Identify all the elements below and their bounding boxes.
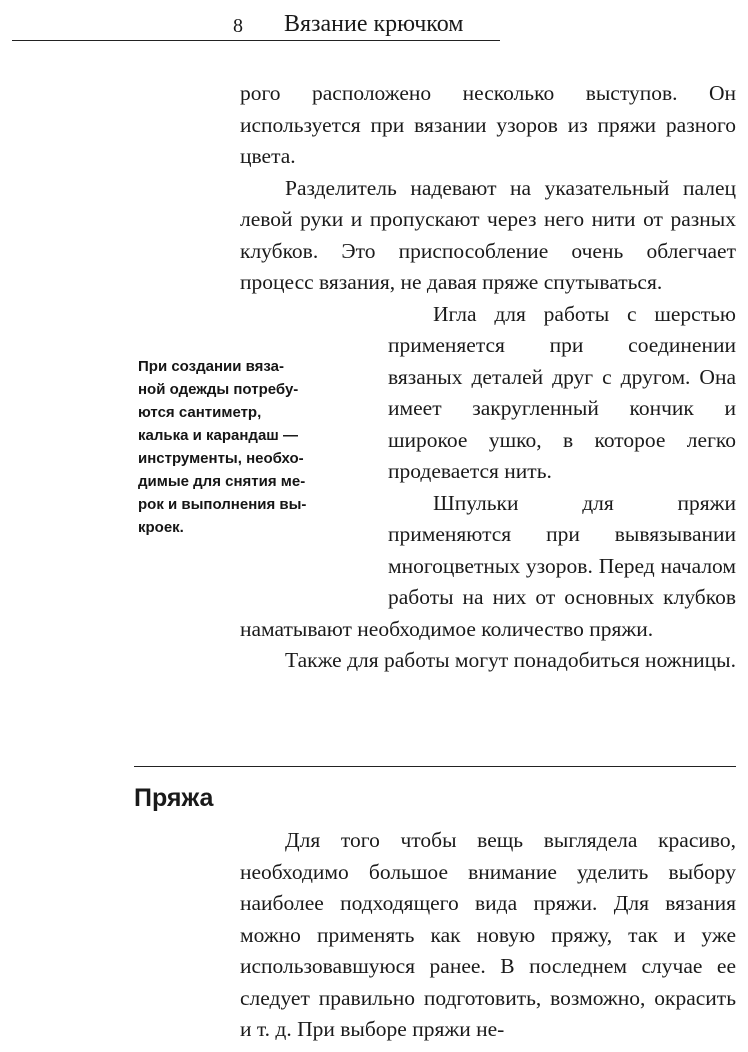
- paragraph-5: Также для работы могут понадобиться ножницы.: [285, 648, 736, 672]
- sidebar-note: [138, 355, 360, 539]
- sidebar-line: димые для снятия ме-: [138, 473, 306, 490]
- section-rule: [134, 766, 736, 767]
- paragraph-1: рого расположено несколько выступов. Он используется при вязании узоров из пряжи разного цвета.: [240, 81, 736, 168]
- paragraph-3: Игла для работы с шерстью применяется при соединении вязаных деталей друг с другом. Она имеет закругленный кончик и широкое ушко, в которое легко продевается нить.: [388, 301, 736, 483]
- sidebar-line: кроек.: [138, 519, 184, 536]
- sidebar-line: ной одежды потребу-: [138, 381, 299, 398]
- sidebar-line: При создании вяза-: [138, 358, 285, 375]
- page-number: 8: [233, 15, 243, 37]
- paragraph-4: Шпульки для пряжи применяются при вывязывании многоцветных узоров. Перед началом работы на них от основных клубков наматывают необходимое количество пряжи.: [240, 490, 736, 641]
- section-text: [240, 825, 736, 1046]
- section-paragraph-1: Для того чтобы вещь выглядела красиво, необходимо большое внимание уделить выбору наиболее подходящего вида пряжи. Для вязания можно применять как новую пряжу, так и уже использовавшуюся ранее. В последнем случае ее следует правильно подготовить, возможно, окрасить и т. д. При выборе пряжи не-: [240, 828, 736, 1041]
- header-rule: [12, 40, 500, 41]
- sidebar-line: калька и карандаш —: [138, 427, 298, 444]
- sidebar-line: рок и выполнения вы-: [138, 496, 307, 513]
- paragraph-2: Разделитель надевают на указательный палец левой руки и пропускают через него нити от разных клубков. Это приспособление очень облегчает процесс вязания, не давая пряже спутываться.: [240, 175, 736, 294]
- sidebar-line: инструменты, необхо-: [138, 450, 304, 467]
- section-title: Пряжа: [134, 784, 214, 812]
- sidebar-line: ются сантиметр,: [138, 404, 262, 421]
- running-title: Вязание крючком: [284, 11, 464, 37]
